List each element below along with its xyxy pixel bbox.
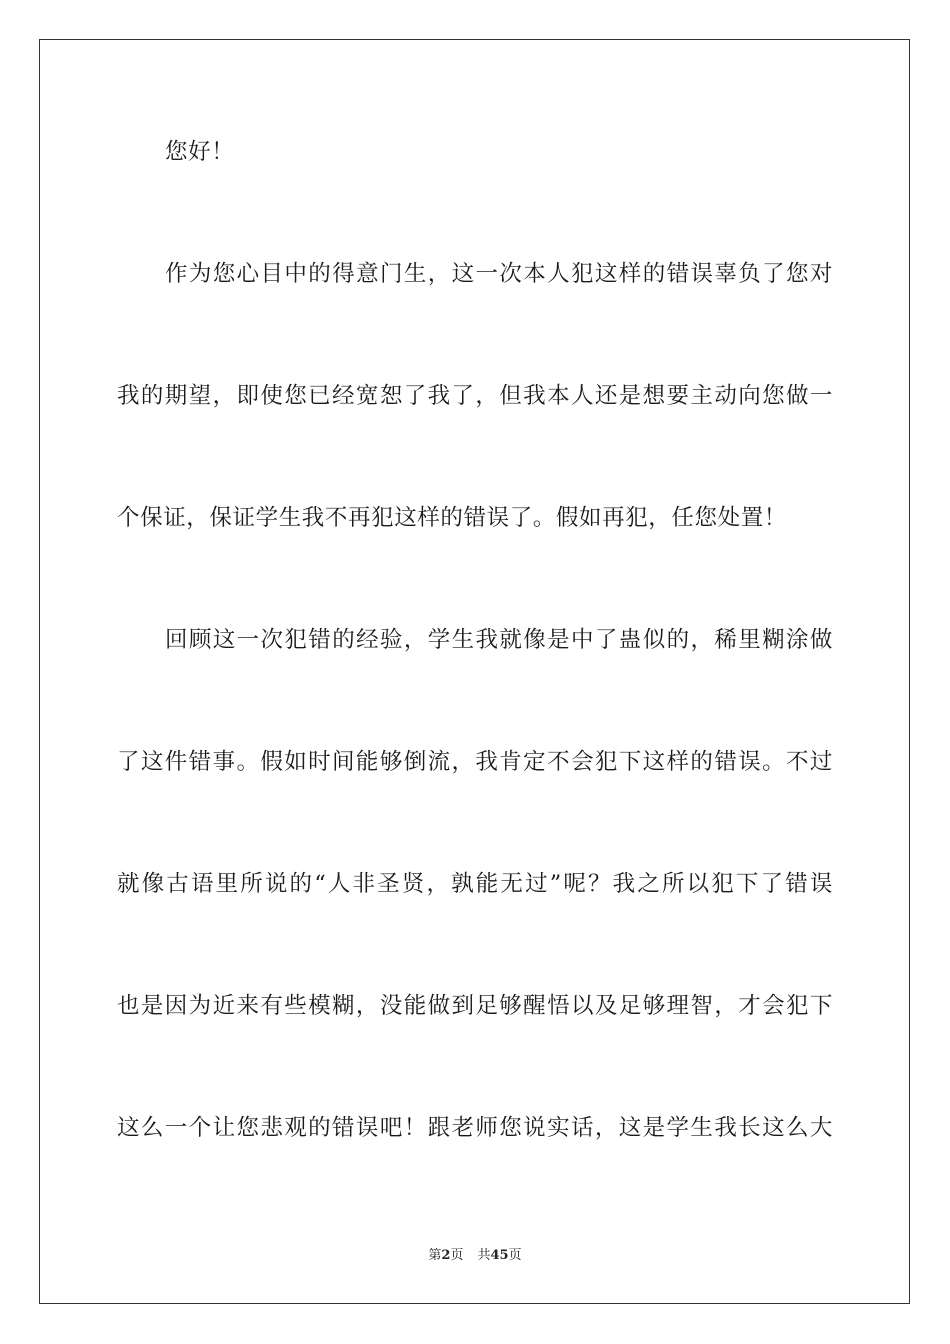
total-suffix: 页 (508, 1248, 522, 1263)
greeting-line: 您好！ (165, 139, 235, 165)
paragraph-2-line-5: 这么一个让您悲观的错误吧！跟老师您说实话，这是学生我长这么大 (117, 1115, 833, 1141)
paragraph-2-line-1: 回顾这一次犯错的经验，学生我就像是中了蛊似的，稀里糊涂做 (165, 627, 833, 653)
total-prefix: 共 (477, 1248, 491, 1263)
page-number: 2 (441, 1248, 451, 1263)
paragraph-1-line-3: 个保证，保证学生我不再犯这样的错误了。假如再犯，任您处置！ (117, 505, 787, 531)
paragraph-2-line-4: 也是因为近来有些模糊，没能做到足够醒悟以及足够理智，才会犯下 (117, 993, 833, 1019)
paragraph-2-line-3: 就像古语里所说的“人非圣贤，孰能无过”呢？我之所以犯下了错误 (117, 871, 833, 897)
total-pages: 45 (490, 1248, 509, 1263)
page-suffix: 页 (450, 1248, 464, 1263)
page-footer (0, 1247, 950, 1265)
paragraph-1-line-1: 作为您心目中的得意门生，这一次本人犯这样的错误辜负了您对 (165, 261, 833, 287)
page-prefix: 第 (428, 1248, 442, 1263)
paragraph-1-line-2: 我的期望，即使您已经宽恕了我了，但我本人还是想要主动向您做一 (117, 383, 833, 409)
paragraph-2-line-2: 了这件错事。假如时间能够倒流，我肯定不会犯下这样的错误。不过 (117, 749, 833, 775)
